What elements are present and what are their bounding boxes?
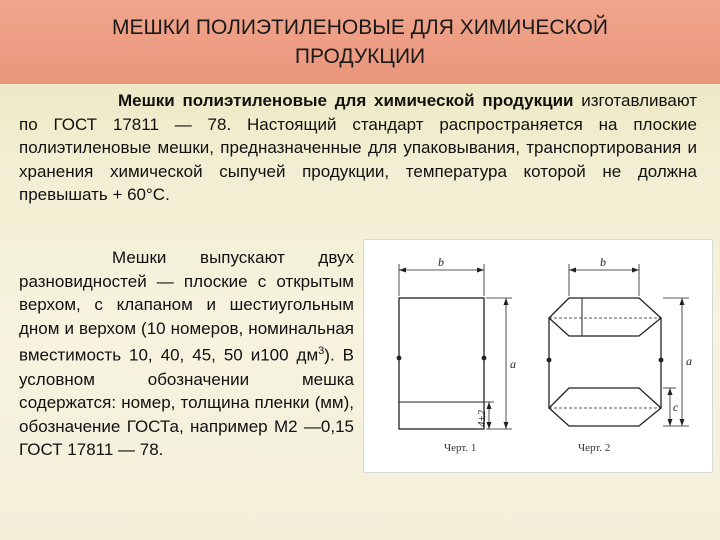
fig1-bottom-label: 4±2 [476, 409, 488, 427]
drawing-svg [364, 240, 712, 472]
fig2-caption: Черт. 2 [578, 442, 611, 454]
fig1-height-label: a [510, 357, 516, 371]
fig1-bag-outline [399, 298, 484, 429]
intro-lead: Мешки полиэтиленовые для химической продукции [118, 91, 574, 110]
title-bar [0, 0, 720, 84]
fig2-width-label: b [600, 255, 606, 269]
fig2-height-label: a [686, 354, 692, 368]
varieties-paragraph [19, 246, 354, 462]
varieties-text-before: Мешки выпускают двух разновидностей — плоские с открытым верхом, с клапаном и шестиугольным дном и верхом (10 номеров, номинальная вместимость 10, 40, 45, 50 и100 дм [19, 248, 354, 366]
technical-drawing [363, 239, 713, 473]
intro-paragraph [19, 89, 697, 207]
slide-title: МЕШКИ ПОЛИЭТИЛЕНОВЫЕ ДЛЯ ХИМИЧЕСКОЙ ПРОДУКЦИИ [111, 16, 608, 68]
fig2-bottom-label: c [673, 400, 679, 414]
superscript-3: 3 [318, 345, 325, 358]
fig2-top-hexagon [549, 298, 661, 336]
fig1-width-label: b [438, 255, 444, 269]
fig2-bottom-hexagon [549, 388, 661, 426]
intro-text: изготавливают по ГОСТ 17811 — 78. Настоящий стандарт распространяется на плоские полиэтиленовые мешки, предназначенные для упаковывания, транспортирования и хранения химической сыпучей продукции, температура которой не должна превышать + 60°С. [19, 91, 697, 205]
fig1-caption: Черт. 1 [444, 442, 477, 454]
varieties-text-after: ). В условном обозначении мешка содержатся: номер, толщина пленки (мм), обозначение ГОСТа, например М2 —0,15 ГОСТ 17811 — 78. [19, 346, 354, 460]
